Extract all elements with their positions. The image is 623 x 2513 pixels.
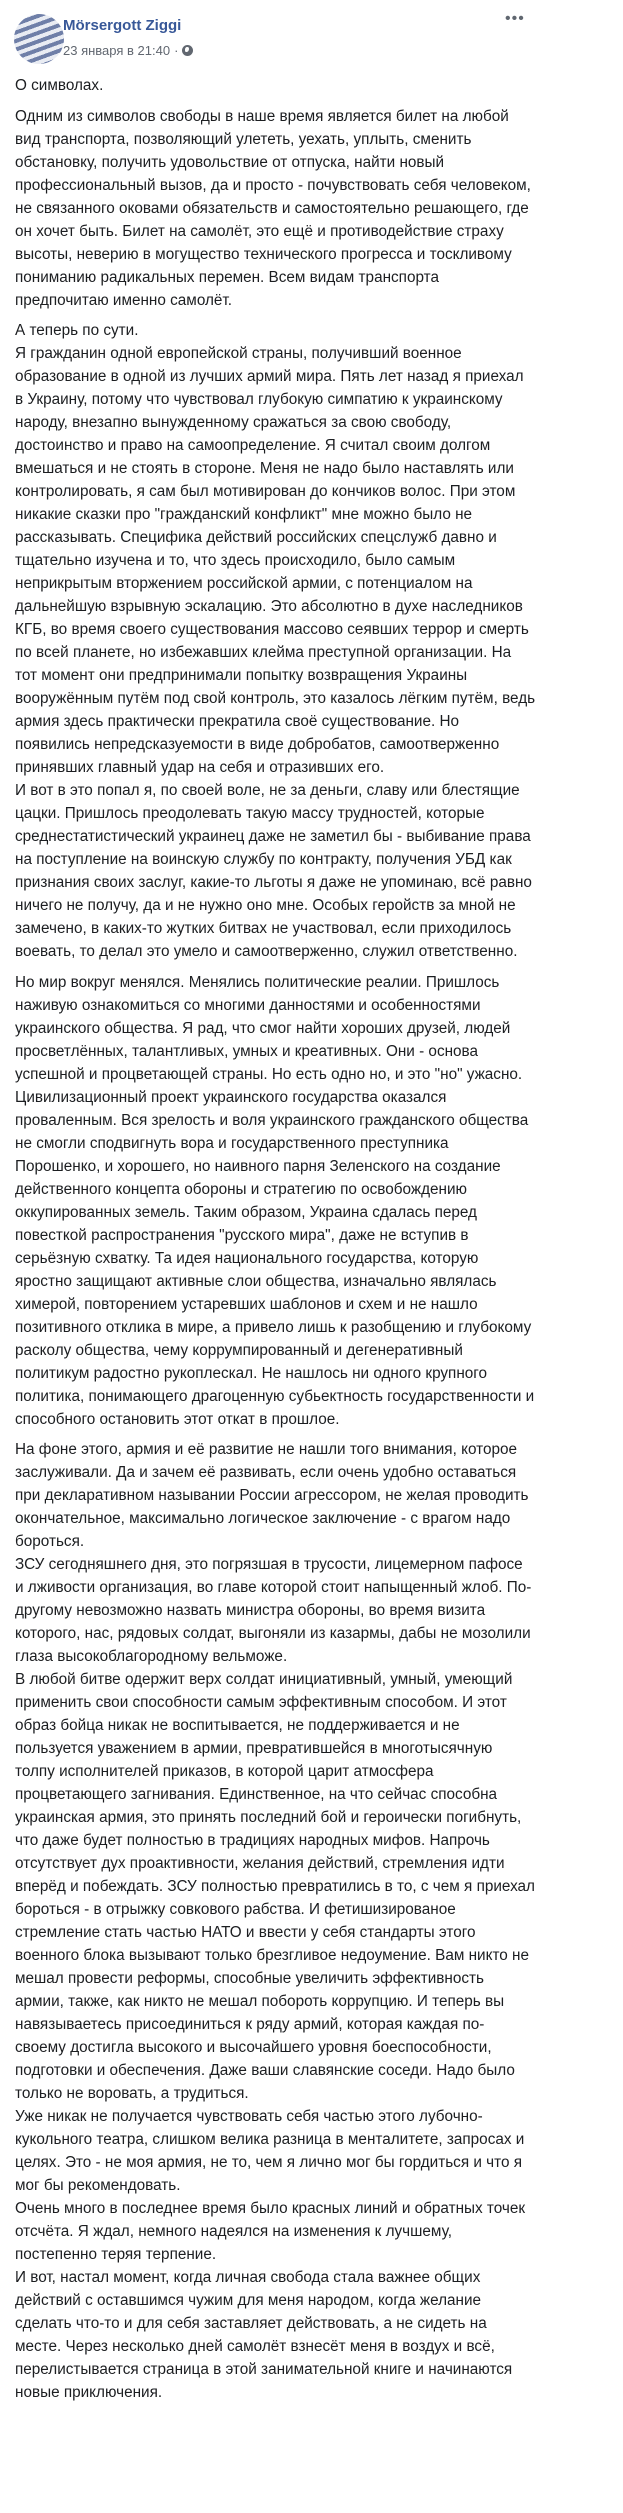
text-line: целях. Это - не моя армия, не то, чем я лично мог бы гордиться и что я <box>15 2154 523 2171</box>
text-line: принявших главный удар на себя и отразивших его. <box>15 759 385 776</box>
text-line: окончательное, максимально логическое заключение - с врагом надо <box>15 1510 511 1527</box>
text-line: никакие сказки про "гражданский конфликт" мне можно было не <box>15 506 473 523</box>
text-line: глаза высокоблагородному вельможе. <box>15 1648 288 1665</box>
text-line: дальнейшую взрывную эскалацию. Это абсолютно в духе наследников <box>15 598 523 615</box>
text-line: КГБ, во время своего существования массово сеявших террор и смерть <box>15 621 529 638</box>
text-line: яростно защищают активные слои общества, изначально являлась <box>15 1272 497 1290</box>
text-line: навязываетесь присоединиться к ряду армий, которая каждая по- <box>15 2016 485 2033</box>
text-line: не смогли сподвигнуть вора и государственного преступника <box>15 1134 449 1152</box>
text-line: в Украину, потому что чувствовал глубокую симпатию к украинскому <box>15 391 503 408</box>
text-line: украинская армия, это принять последний бой и героически погибнуть, <box>15 1809 522 1826</box>
text-line: позитивного отклика в мире, а привело лишь к разобщению и глубокому <box>15 1318 532 1336</box>
text-line: вмешаться и не стоять в стороне. Меня не надо было наставлять или <box>15 460 514 477</box>
text-line: действенного концепта обороны и стратегию по освобождению <box>15 1180 467 1198</box>
text-line: способного остановить этот откат в прошлое. <box>15 1410 340 1428</box>
text-line: контролировать, я сам был мотивирован до кончиков волос. При этом <box>15 483 516 500</box>
text-line: бороться - в отрыжку совкового рабства. И фетишизированое <box>15 1901 456 1918</box>
text-line: пользуется уважением в армии, превратившейся в многотысячную <box>15 1740 493 1757</box>
text-line: оккупированных земель. Таким образом, Украина сдалась перед <box>15 1203 477 1221</box>
text-line: ничего не получу, да и не нужно оно мне. Особых геройств за мной не <box>15 897 516 914</box>
text-line: проваленным. Вся зрелость и воля украинского гражданского общества <box>15 1111 529 1129</box>
globe-icon[interactable] <box>182 45 193 56</box>
text-line: образ бойца никак не воспитывается, не поддерживается и не <box>15 1717 460 1734</box>
text-line: вооружённым путём под свой контроль, это казалось лёгким путём, ведь <box>15 690 536 707</box>
text-line: О символах. <box>15 77 104 94</box>
post-timestamp[interactable]: 23 января в 21:40 <box>63 43 171 58</box>
text-line: А теперь по сути. <box>15 322 139 339</box>
text-line: Но мир вокруг менялся. Менялись политические реалии. Пришлось <box>15 973 500 991</box>
post-text <box>0 74 623 2404</box>
text-line: пониманию радикальных перемен. Всем видам транспорта <box>15 268 439 286</box>
text-line: расколу общества, чему коррумпированный и дегенеративный <box>15 1341 463 1359</box>
text-line: при декларативном назывании России агрессором, не желая проводить <box>15 1487 529 1504</box>
text-line: предпочитаю именно самолёт. <box>15 291 232 309</box>
text-line: политикум радостно рукоплескал. Не нашлось ни одного крупного <box>15 1364 488 1382</box>
meta-separator: · <box>174 43 179 58</box>
text-line: на поступление на воинскую службу по контракту, получения УБД как <box>15 851 512 868</box>
text-line: которого, нас, рядовых солдат, выгоняли из казармы, дабы не мозолили <box>15 1625 531 1642</box>
text-line: кукольного театра, слишком велика разница в менталитете, запросах и <box>15 2131 525 2148</box>
author-name-link[interactable]: Mörsergott Ziggi <box>63 17 182 34</box>
post-meta <box>63 43 193 58</box>
text-line: тщательно изучена и то, что здесь происходило, было самым <box>15 552 456 569</box>
text-line: воевать, то делал это умело и самоотверженно, служил ответственно. <box>15 943 518 960</box>
text-line: среднестатистический украинец даже не заметил бы - выбивание права <box>15 828 531 845</box>
text-line: серьёзную схватку. Та идея национального государства, которую <box>15 1249 479 1267</box>
text-line: ЗСУ сегодняшнего дня, это погрязшая в трусости, лицемерном пафосе <box>15 1556 523 1573</box>
post-paragraph <box>15 105 623 312</box>
text-line: цацки. Пришлось преодолевать такую массу трудностей, которые <box>15 805 485 822</box>
text-line: мешал провести реформы, способные увеличить эффективность <box>15 1970 484 1987</box>
text-line: повесткой распространения "русского мира", даже не вступив в <box>15 1226 469 1244</box>
post-paragraph <box>15 971 623 1431</box>
post-paragraph <box>15 1438 623 2404</box>
text-line: только не воровать, а трудиться. <box>15 2085 249 2102</box>
text-line: бороться. <box>15 1533 85 1550</box>
text-line: не связанного оковами обязательств и самостоятельно решающего, где <box>15 199 529 217</box>
text-line: неприкрытым вторжением российской армии, с потенциалом на <box>15 575 473 592</box>
text-line: обстановку, получить удовольствие от отпуска, найти новый <box>15 153 445 171</box>
text-line: появились непредсказуемости в виде добробатов, самоотверженно <box>15 736 500 753</box>
text-line: что даже будет полностью в традициях народных мифов. Напрочь <box>15 1832 490 1849</box>
text-line: народу, внезапно вынужденному сражаться за свою свободу, <box>15 414 452 431</box>
text-line: новые приключения. <box>15 2384 163 2401</box>
text-line: армия здесь практически прекратила своё существование. Но <box>15 713 460 730</box>
text-line: Я гражданин одной европейской страны, получивший военное <box>15 345 462 362</box>
text-line: заслуживали. Да и зачем её развивать, если очень удобно оставаться <box>15 1464 517 1481</box>
text-line: И вот, настал момент, когда личная свобода стала важнее общих <box>15 2269 481 2286</box>
text-line: Порошенко, и хорошего, но наивного парня Зеленского на создание <box>15 1157 501 1175</box>
text-line: Уже никак не получается чувствовать себя частью этого лубочно- <box>15 2108 483 2125</box>
text-line: И вот в это попал я, по своей воле, не за деньги, славу или блестящие <box>15 782 520 799</box>
text-line: применить свои способности самым эффективным способом. И этот <box>15 1694 507 1711</box>
text-line: подготовки и обеспечения. Даже ваши славянские соседи. Надо было <box>15 2062 515 2079</box>
text-line: армии, также, как никто не мешал побороть коррупцию. И теперь вы <box>15 1993 505 2010</box>
text-line: просветлённых, талантливых, умных и креативных. Они - основа <box>15 1042 479 1060</box>
text-line: стремление стать частью НАТО и ввести у себя стандарты этого <box>15 1924 476 1941</box>
text-line: Цивилизационный проект украинского государства оказался <box>15 1088 447 1106</box>
text-line: рассказывать. Специфика действий российских спецслужб давно и <box>15 529 497 546</box>
text-line: и лживости организация, во главе которой стоит напыщенный жлоб. По- <box>15 1579 532 1596</box>
text-line: успешной и процветающей страны. Но есть одно но, и это "но" ужасно. <box>15 1065 523 1083</box>
text-line: военного блока вызывают только брезгливое недоумение. Вам никто не <box>15 1947 529 1964</box>
text-line: вперёд и побеждать. ЗСУ полностью превратились в то, с чем я приехал <box>15 1878 535 1895</box>
text-line: перелистывается страница в этой занимательной книге и начинаются <box>15 2361 513 2378</box>
text-line: он хочет быть. Билет на самолёт, это ещё и противодействие страху <box>15 222 504 240</box>
more-dots-icon[interactable]: ••• <box>505 10 525 27</box>
text-line: отсчёта. Я ждал, немного надеялся на изменения к лучшему, <box>15 2223 452 2240</box>
text-line: по всей планете, но избежавших клейма преступной организации. На <box>15 644 512 661</box>
post-paragraph <box>15 319 623 963</box>
text-line: процветающего загнивания. Единственное, на что сейчас способна <box>15 1786 498 1803</box>
text-line: Одним из символов свободы в наше время является билет на любой <box>15 107 509 125</box>
text-line: тот момент они предпринимали попытку возвращения Украины <box>15 667 468 684</box>
text-line: другому невозможно назвать министра обороны, во время визита <box>15 1602 486 1619</box>
text-line: высоты, неверию в могущество технического прогресса и тоскливому <box>15 245 512 263</box>
text-line: постепенно теряя терпение. <box>15 2246 217 2263</box>
text-line: месте. Через несколько дней самолёт взнесёт меня в воздух и всё, <box>15 2338 495 2355</box>
text-line: своему достигла высокого и высочайшего уровня боеспособности, <box>15 2039 492 2056</box>
post-paragraph <box>15 74 623 97</box>
text-line: отсутствует дух проактивности, желания действий, стремления идти <box>15 1855 505 1872</box>
text-line: профессиональный вызов, да и просто - почувствовать себя человеком, <box>15 176 531 194</box>
text-line: признания своих заслуг, какие-то льготы я даже не упоминаю, всё равно <box>15 874 532 891</box>
text-line: Очень много в последнее время было красных линий и обратных точек <box>15 2200 526 2217</box>
post-header <box>0 0 623 74</box>
text-line: достоинство и право на самоопределение. Я считал своим долгом <box>15 437 491 454</box>
text-line: политика, понимающего драгоценную субьектность государственности и <box>15 1387 535 1405</box>
text-line: украинского общества. Я рад, что смог найти хороших друзей, людей <box>15 1019 511 1037</box>
text-line: действий с оставшимся чужим для меня народом, когда желание <box>15 2292 482 2309</box>
text-line: сделать что-то и для себя заставляет действовать, а не сидеть на <box>15 2315 487 2332</box>
text-line: образование в одной из лучших армий мира. Пять лет назад я приехал <box>15 368 524 385</box>
text-line: химерой, повторением устаревших шаблонов и схем и не нашло <box>15 1295 478 1313</box>
text-line: замечено, в каких-то жутких битвах не участвовал, если приходилось <box>15 920 512 937</box>
author-avatar[interactable] <box>14 14 64 64</box>
text-line: На фоне этого, армия и её развитие не нашли того внимания, которое <box>15 1441 517 1458</box>
text-line: мог бы рекомендовать. <box>15 2177 181 2194</box>
text-line: вид транспорта, позволяющий улететь, уехать, уплыть, сменить <box>15 130 472 148</box>
text-line: В любой битве одержит верх солдат инициативный, умный, умеющий <box>15 1671 513 1688</box>
text-line: наживую ознакомиться со многими данностями и особенностями <box>15 996 481 1014</box>
text-line: толпу исполнителей приказов, в которой царит атмосфера <box>15 1763 434 1780</box>
